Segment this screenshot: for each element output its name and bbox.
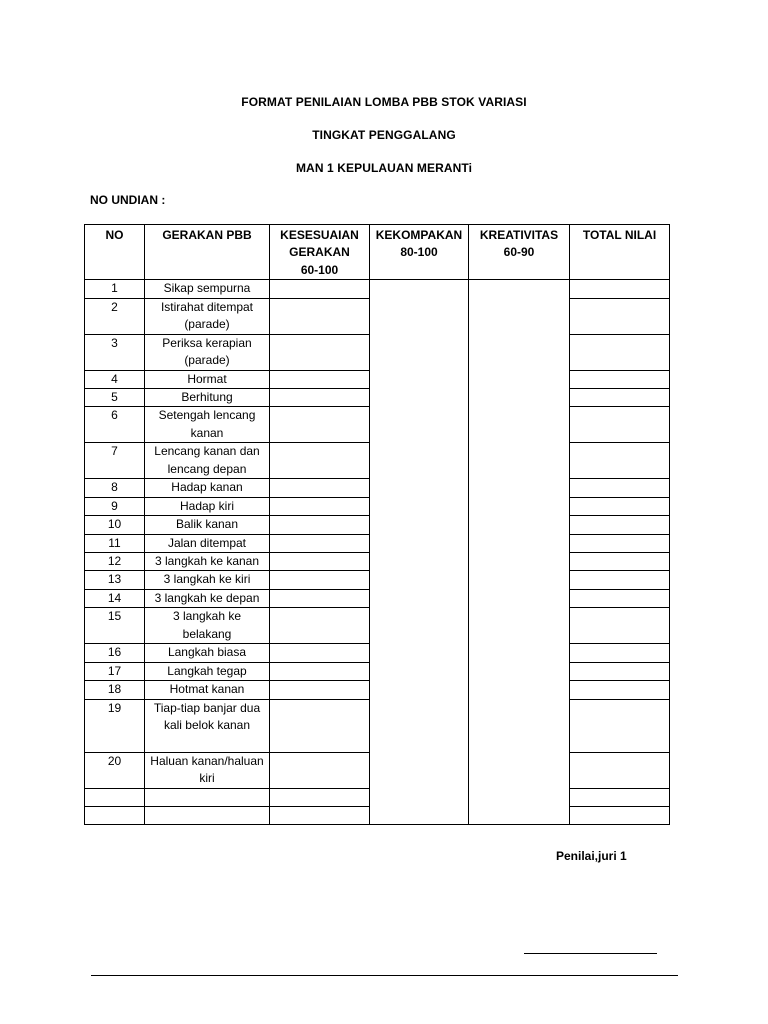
total-cell[interactable] — [570, 370, 670, 388]
total-cell[interactable] — [570, 479, 670, 497]
total-cell[interactable] — [570, 389, 670, 407]
row-gerakan: Haluan kanan/haluan kiri — [145, 752, 270, 788]
header-total: TOTAL NILAI — [570, 225, 670, 280]
header-kesesuaian-range: 60-100 — [300, 262, 339, 277]
kesesuaian-cell[interactable] — [270, 407, 370, 443]
header-kreativitas-line1: KREATIVITAS — [479, 228, 559, 242]
kesesuaian-cell[interactable] — [270, 608, 370, 644]
row-gerakan: Hormat — [145, 370, 270, 388]
row-no — [85, 806, 145, 824]
row-gerakan: Tiap-tiap banjar dua kali belok kanan — [145, 699, 270, 752]
kesesuaian-cell[interactable] — [270, 752, 370, 788]
kesesuaian-cell[interactable] — [270, 443, 370, 479]
header-kreativitas-range: 60-90 — [503, 245, 535, 260]
kesesuaian-cell[interactable] — [270, 479, 370, 497]
row-no: 17 — [85, 662, 145, 680]
row-no: 3 — [85, 334, 145, 370]
row-no: 2 — [85, 298, 145, 334]
total-cell[interactable] — [570, 280, 670, 298]
row-gerakan: Hadap kanan — [145, 479, 270, 497]
document-subtitle-school: MAN 1 KEPULAUAN MERANTi — [295, 161, 473, 175]
signature-line — [524, 953, 657, 954]
row-no: 5 — [85, 389, 145, 407]
row-no: 7 — [85, 443, 145, 479]
total-cell[interactable] — [570, 699, 670, 752]
row-no: 12 — [85, 553, 145, 571]
row-no: 15 — [85, 608, 145, 644]
row-no: 1 — [85, 280, 145, 298]
total-cell[interactable] — [570, 534, 670, 552]
row-gerakan: 3 langkah ke depan — [145, 589, 270, 607]
row-no: 19 — [85, 699, 145, 752]
row-no: 6 — [85, 407, 145, 443]
kesesuaian-cell[interactable] — [270, 553, 370, 571]
kesesuaian-cell[interactable] — [270, 806, 370, 824]
header-gerakan: GERAKAN PBB — [145, 225, 270, 280]
row-gerakan: Istirahat ditempat (parade) — [145, 298, 270, 334]
footer-divider — [91, 975, 678, 976]
row-gerakan: Hadap kiri — [145, 497, 270, 515]
header-kesesuaian — [270, 225, 370, 280]
header-kesesuaian-line1: KESESUAIAN — [280, 228, 359, 242]
row-no: 16 — [85, 644, 145, 662]
row-gerakan: Balik kanan — [145, 516, 270, 534]
kesesuaian-cell[interactable] — [270, 334, 370, 370]
row-gerakan: Hotmat kanan — [145, 681, 270, 699]
kekompakan-merged-cell[interactable] — [370, 280, 469, 824]
row-gerakan: Langkah tegap — [145, 662, 270, 680]
row-gerakan: Periksa kerapian (parade) — [145, 334, 270, 370]
total-cell[interactable] — [570, 516, 670, 534]
total-cell[interactable] — [570, 298, 670, 334]
row-no: 8 — [85, 479, 145, 497]
row-no: 14 — [85, 589, 145, 607]
row-no: 4 — [85, 370, 145, 388]
row-gerakan: Berhitung — [145, 389, 270, 407]
kesesuaian-cell[interactable] — [270, 662, 370, 680]
row-gerakan: Sikap sempurna — [145, 280, 270, 298]
kesesuaian-cell[interactable] — [270, 788, 370, 806]
row-gerakan: Setengah lencang kanan — [145, 407, 270, 443]
row-no: 18 — [85, 681, 145, 699]
row-no: 11 — [85, 534, 145, 552]
score-table — [84, 224, 670, 825]
header-no: NO — [85, 225, 145, 280]
total-cell[interactable] — [570, 644, 670, 662]
kesesuaian-cell[interactable] — [270, 516, 370, 534]
total-cell[interactable] — [570, 407, 670, 443]
total-cell[interactable] — [570, 608, 670, 644]
kesesuaian-cell[interactable] — [270, 589, 370, 607]
header-kekompakan — [370, 225, 469, 280]
row-gerakan — [145, 788, 270, 806]
total-cell[interactable] — [570, 497, 670, 515]
header-kekompakan-line1: KEKOMPAKAN — [375, 228, 463, 242]
kesesuaian-cell[interactable] — [270, 389, 370, 407]
kesesuaian-cell[interactable] — [270, 644, 370, 662]
row-no: 9 — [85, 497, 145, 515]
total-cell[interactable] — [570, 589, 670, 607]
row-gerakan: 3 langkah ke kiri — [145, 571, 270, 589]
row-no: 10 — [85, 516, 145, 534]
row-gerakan: Lencang kanan dan lencang depan — [145, 443, 270, 479]
total-cell[interactable] — [570, 553, 670, 571]
row-gerakan: Langkah biasa — [145, 644, 270, 662]
signature-label: Penilai,juri 1 — [556, 849, 627, 863]
kesesuaian-cell[interactable] — [270, 571, 370, 589]
row-gerakan — [145, 806, 270, 824]
total-cell[interactable] — [570, 752, 670, 788]
header-kekompakan-range: 80-100 — [400, 245, 438, 260]
document-subtitle-level: TINGKAT PENGGALANG — [312, 128, 456, 142]
total-cell[interactable] — [570, 681, 670, 699]
table-header-row — [85, 225, 670, 280]
kreativitas-merged-cell[interactable] — [469, 280, 570, 824]
kesesuaian-cell[interactable] — [270, 497, 370, 515]
kesesuaian-cell[interactable] — [270, 298, 370, 334]
header-kreativitas — [469, 225, 570, 280]
document-title: FORMAT PENILAIAN LOMBA PBB STOK VARIASI — [241, 95, 527, 109]
table-row — [85, 280, 670, 298]
total-cell[interactable] — [570, 806, 670, 824]
total-cell[interactable] — [570, 571, 670, 589]
row-gerakan: Jalan ditempat — [145, 534, 270, 552]
no-undian-label: NO UNDIAN : — [90, 193, 166, 207]
total-cell[interactable] — [570, 334, 670, 370]
row-gerakan: 3 langkah ke kanan — [145, 553, 270, 571]
total-cell[interactable] — [570, 788, 670, 806]
total-cell[interactable] — [570, 443, 670, 479]
row-no: 13 — [85, 571, 145, 589]
kesesuaian-cell[interactable] — [270, 280, 370, 298]
kesesuaian-cell[interactable] — [270, 534, 370, 552]
row-gerakan: 3 langkah ke belakang — [145, 608, 270, 644]
row-no — [85, 788, 145, 806]
kesesuaian-cell[interactable] — [270, 681, 370, 699]
header-kesesuaian-line2: GERAKAN — [289, 245, 350, 260]
kesesuaian-cell[interactable] — [270, 370, 370, 388]
row-no: 20 — [85, 752, 145, 788]
kesesuaian-cell[interactable] — [270, 699, 370, 752]
total-cell[interactable] — [570, 662, 670, 680]
